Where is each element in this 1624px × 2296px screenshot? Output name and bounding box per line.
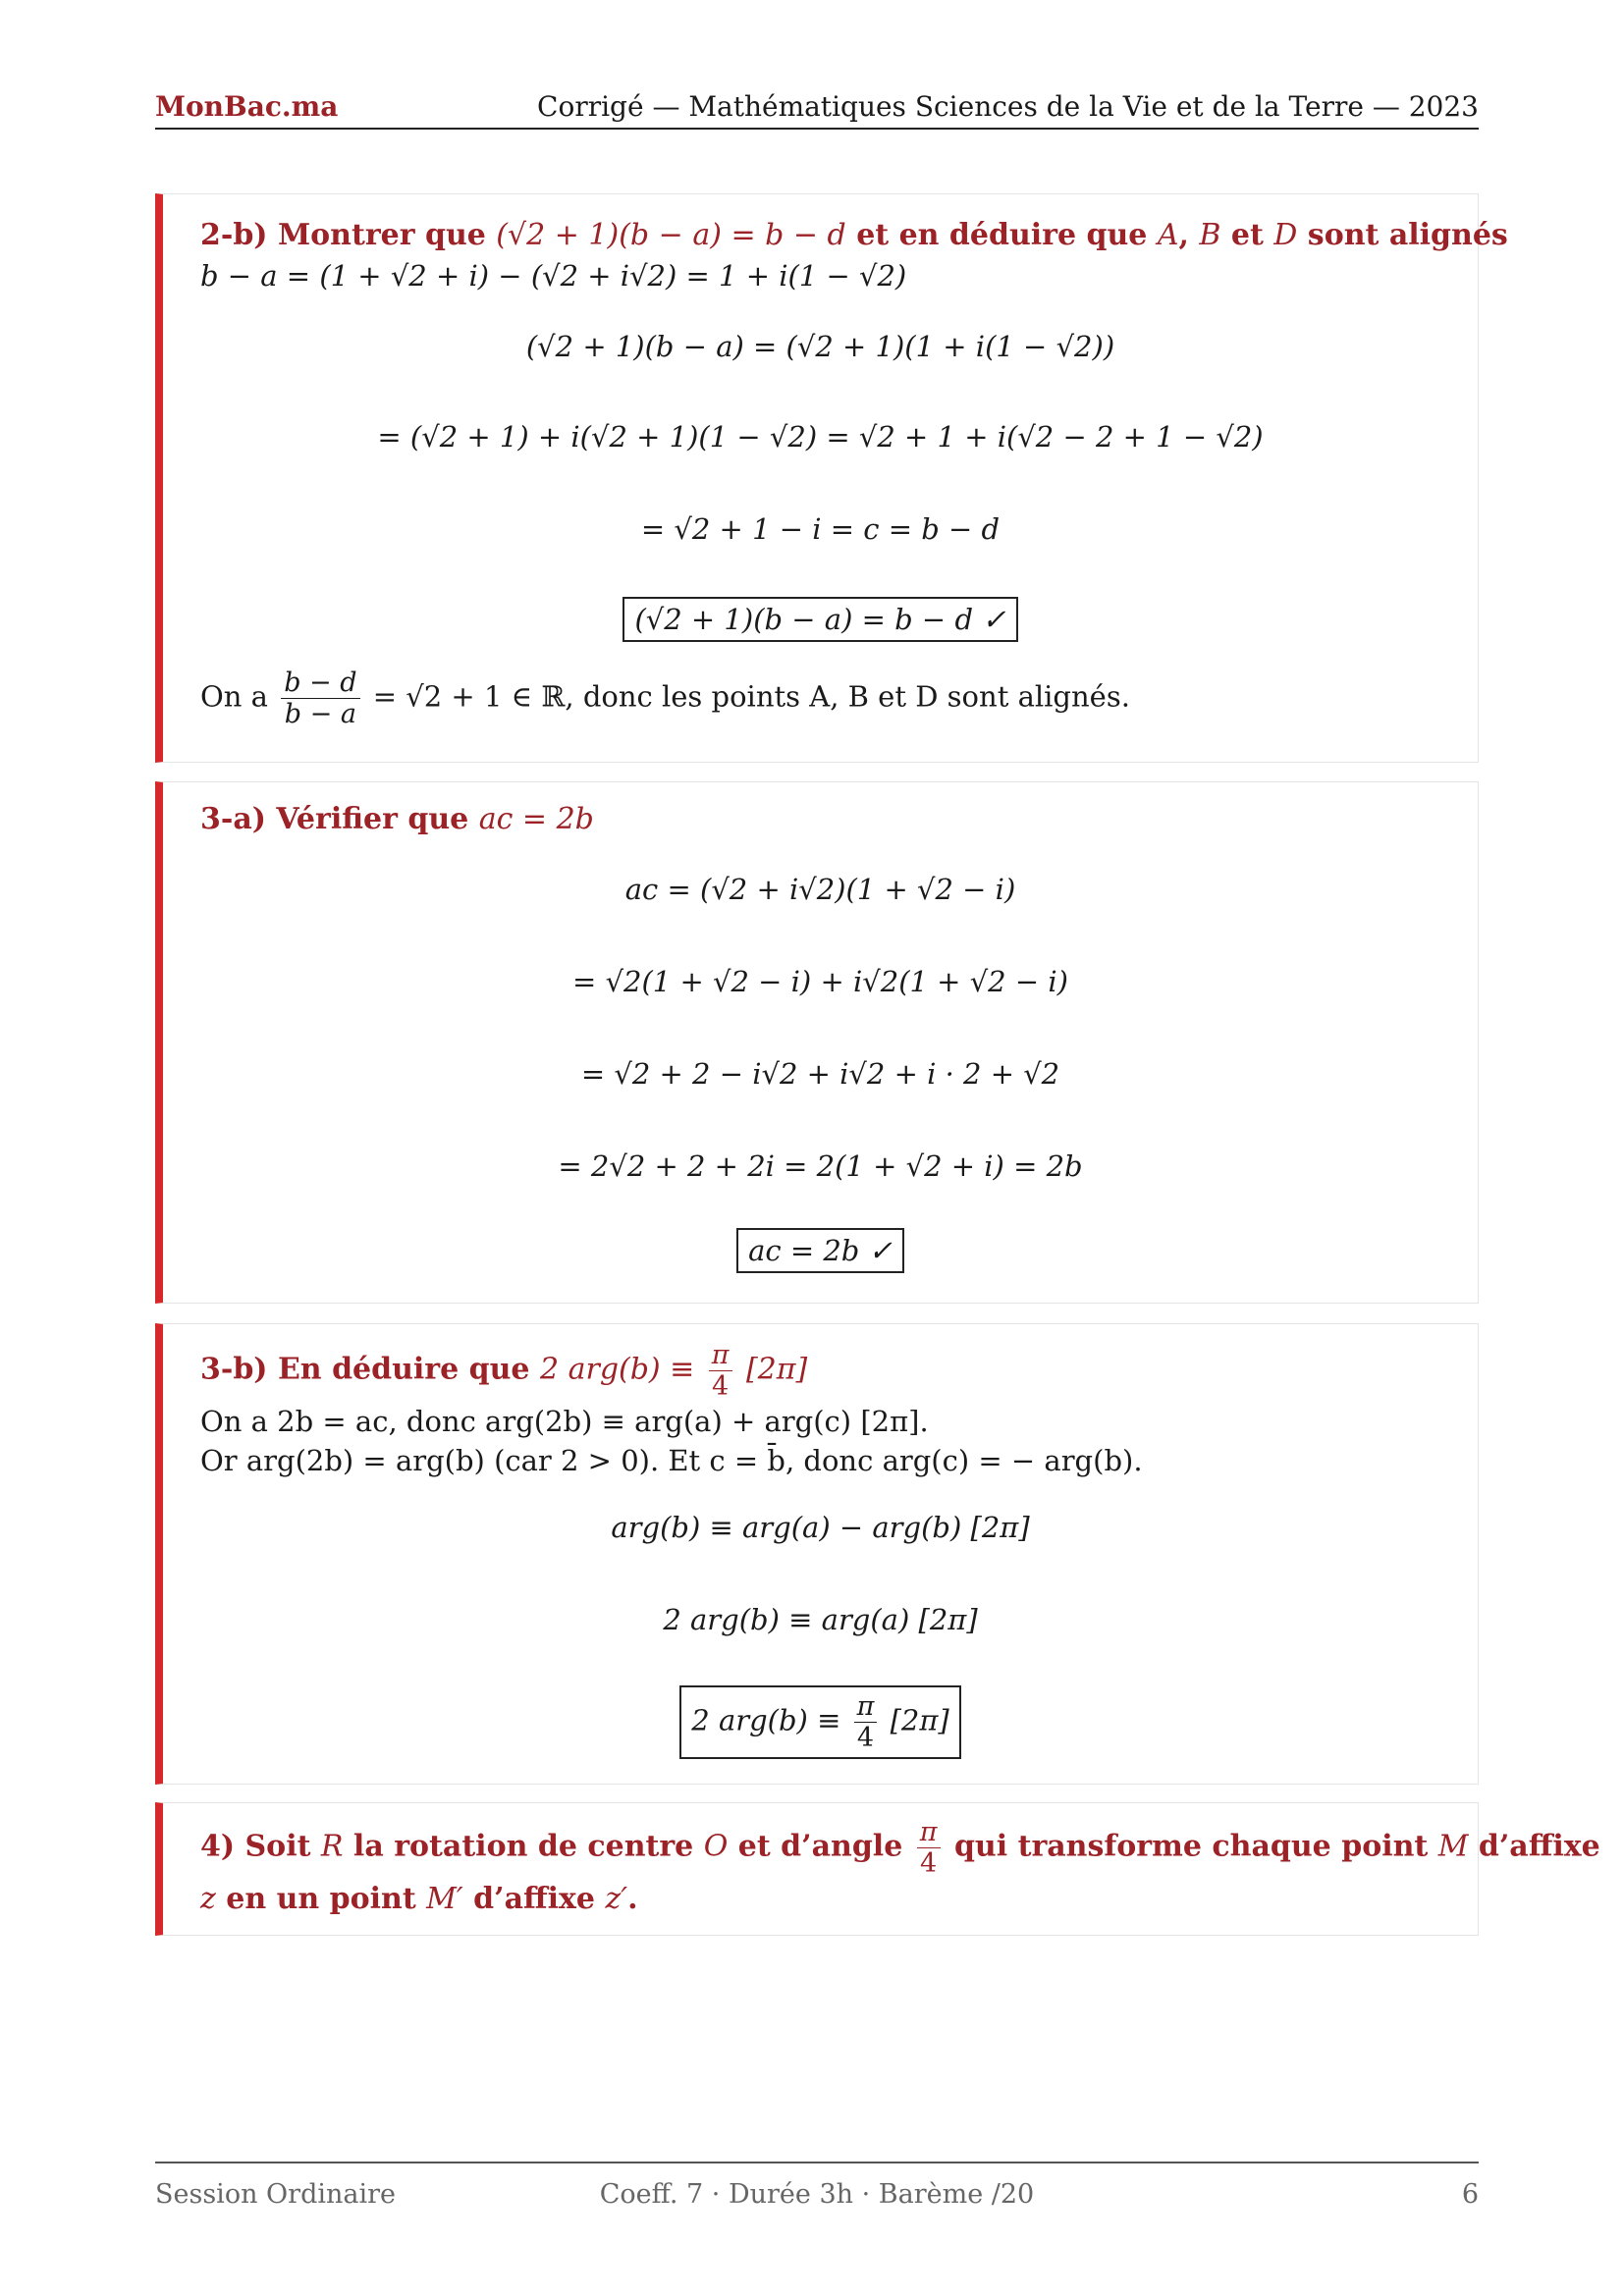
equation-display: (√2 + 1)(b − a) = (√2 + 1)(1 + i(1 − √2)) [525, 330, 1115, 363]
page-footer [155, 2162, 1479, 2210]
fraction-pi-over-4: $\frac{\pi}{4}$ [854, 1691, 878, 1753]
equation-display: = (√2 + 1) + i(√2 + 1)(1 − √2) = √2 + 1 + i(√2 − 2 + 1 − √2) [377, 420, 1264, 454]
question-4-title: 4) Soit R la rotation de centre O et d’angle $\frac{\pi}{4}$ qui transforme chaque point M d’affixe [200, 1817, 1600, 1880]
question-3a-title: 3-a) Vérifier que ac = 2b [200, 802, 594, 836]
equation-display: = √2 + 2 − i√2 + i√2 + i · 2 + √2 [580, 1057, 1060, 1091]
page-number: 6 [1461, 2179, 1479, 2210]
conclusion-line: On a $\frac{b - d}{b - a}$ = √2 + 1 ∈ ℝ, donc les points A, B et D sont alignés. [200, 667, 1130, 730]
fraction-pi-over-4: $\frac{\pi}{4}$ [709, 1340, 732, 1402]
question-3a-box [155, 781, 1479, 1304]
page-header [155, 88, 1479, 130]
boxed-result: ac = 2b ✓ [163, 1228, 1478, 1273]
brand-logo-text: MonBac.ma [155, 90, 339, 123]
question-3b-box [155, 1323, 1479, 1785]
equation-display: arg(b) ≡ arg(a) − arg(b) [2π] [611, 1511, 1030, 1544]
document-title: Corrigé — Mathématiques Sciences de la Vie et de la Terre — 2023 [537, 90, 1479, 123]
equation-line: b − a = (1 + √2 + i) − (√2 + i√2) = 1 + i(1 − √2) [200, 259, 907, 293]
question-4-box [155, 1802, 1600, 1936]
equation-display: 2 arg(b) ≡ arg(a) [2π] [663, 1603, 978, 1636]
equation-display: = 2√2 + 2 + 2i = 2(1 + √2 + i) = 2b [558, 1149, 1083, 1183]
text-line: Or arg(2b) = arg(b) (car 2 > 0). Et c = b̄, donc arg(c) = − arg(b). [200, 1444, 1143, 1477]
equation-display: ac = (√2 + i√2)(1 + √2 − i) [624, 873, 1016, 906]
question-3b-title: 3-b) En déduire que 2 arg(b) ≡ $\frac{\pi}{4}$ [2π] [200, 1340, 808, 1403]
question-2b-title: 2-b) Montrer que (√2 + 1)(b − a) = b − d et en déduire que A, B et D sont alignés [200, 218, 1508, 252]
session-label: Session Ordinaire [155, 2179, 397, 2210]
question-2b-box [155, 193, 1508, 763]
equation-display: = √2 + 1 − i = c = b − d [640, 512, 1001, 546]
boxed-result: 2 arg(b) ≡ $\frac{\pi}{4}$ [2π] [163, 1685, 1478, 1759]
boxed-result: (√2 + 1)(b − a) = b − d ✓ [163, 597, 1478, 642]
question-4-title-line2: z en un point M′ d’affixe z′. [200, 1882, 638, 1916]
equation-display: = √2(1 + √2 − i) + i√2(1 + √2 − i) [572, 965, 1068, 998]
text-line: On a 2b = ac, donc arg(2b) ≡ arg(a) + arg(c) [2π]. [200, 1405, 929, 1438]
fraction: $\frac{b - d}{b - a}$ [281, 667, 359, 729]
fraction-pi-over-4: $\frac{\pi}{4}$ [917, 1817, 941, 1879]
exam-info: Coeff. 7 · Durée 3h · Barème /20 [599, 2179, 1035, 2210]
